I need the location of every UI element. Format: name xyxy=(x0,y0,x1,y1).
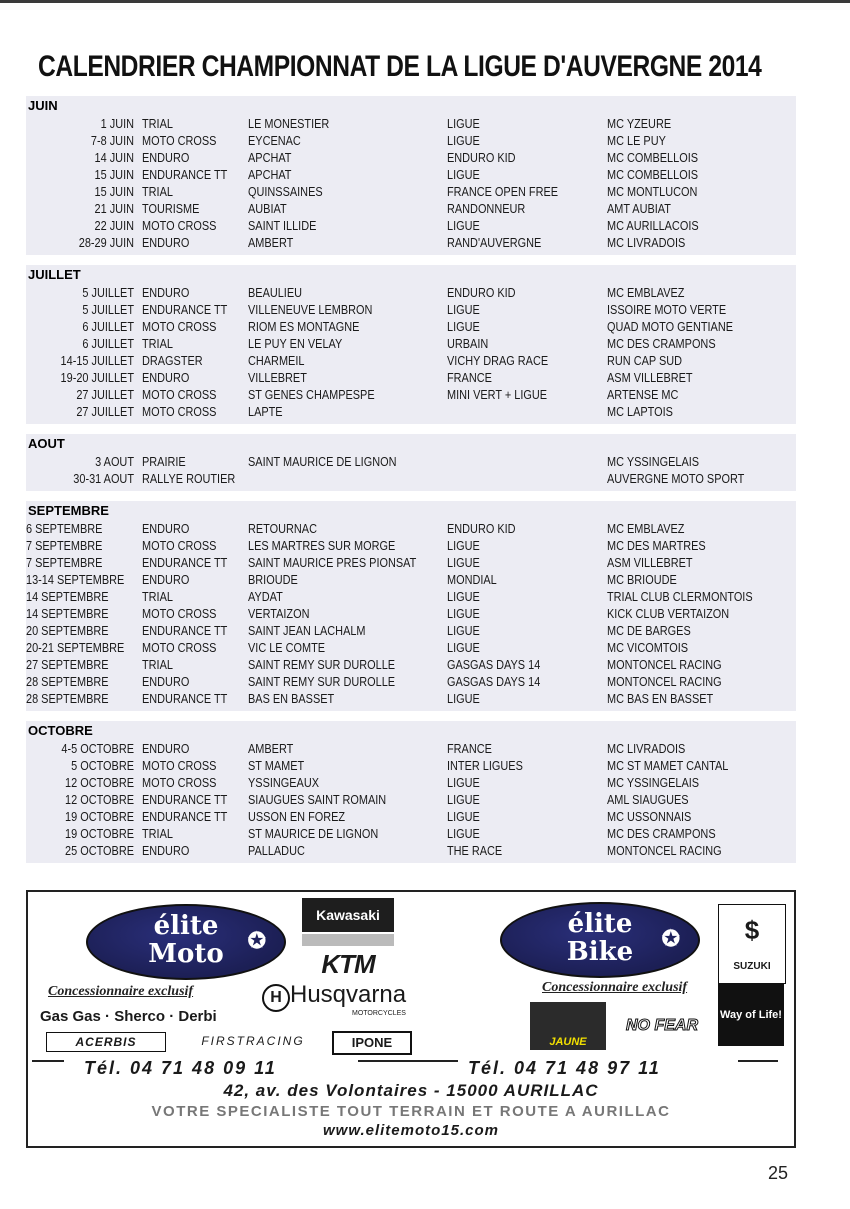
event-date: 14-15 JUILLET xyxy=(60,353,134,368)
event-club: AMT AUBIAT xyxy=(607,201,671,216)
event-location: SAINT REMY SUR DUROLLE xyxy=(248,674,396,689)
event-location: ST MAURICE DE LIGNON xyxy=(248,826,379,841)
event-location: SAINT MAURICE PRES PIONSAT xyxy=(248,555,417,570)
elite-bike-logo-line2: Bike xyxy=(566,937,634,967)
event-discipline: ENDURO xyxy=(142,150,190,165)
event-type: LIGUE xyxy=(447,691,480,706)
event-row xyxy=(26,605,796,622)
event-row xyxy=(26,808,796,825)
event-club: MONTONCEL RACING xyxy=(607,674,722,689)
month-heading: SEPTEMBRE xyxy=(28,503,109,518)
event-location: RETOURNAC xyxy=(248,521,317,536)
event-discipline: MOTO CROSS xyxy=(142,758,217,773)
month-section xyxy=(26,96,796,255)
event-club: ASM VILLEBRET xyxy=(607,370,693,385)
event-club: MC LIVRADOIS xyxy=(607,741,686,756)
event-row xyxy=(26,554,796,571)
phone-1: Tél. 04 71 48 09 11 xyxy=(84,1058,277,1078)
suzuki-text: SUZUKI xyxy=(733,961,771,972)
event-discipline: ENDURANCE TT xyxy=(142,302,228,317)
event-club: MC BRIOUDE xyxy=(607,572,677,587)
event-discipline: MOTO CROSS xyxy=(142,133,217,148)
event-type: FRANCE xyxy=(447,741,492,756)
event-club: MC COMBELLOIS xyxy=(607,150,699,165)
event-date: 15 JUIN xyxy=(94,184,134,199)
event-date: 21 JUIN xyxy=(94,201,134,216)
phone-rule-mid xyxy=(358,1060,458,1062)
phone-rule-left xyxy=(32,1060,64,1062)
event-date: 22 JUIN xyxy=(94,218,134,233)
event-club: MC LIVRADOIS xyxy=(607,235,686,250)
month-heading: JUIN xyxy=(28,98,58,113)
month-section xyxy=(26,434,796,491)
event-location: CHARMEIL xyxy=(248,353,305,368)
event-discipline: TRIAL xyxy=(142,657,173,672)
event-row xyxy=(26,520,796,537)
event-row xyxy=(26,740,796,757)
event-type: ENDURO KID xyxy=(447,285,516,300)
event-location: YSSINGEAUX xyxy=(248,775,320,790)
event-location: AMBERT xyxy=(248,235,294,250)
event-date: 28 SEPTEMBRE xyxy=(26,674,109,689)
event-location: APCHAT xyxy=(248,167,292,182)
suzuki-slogan: Way of Life! xyxy=(718,984,784,1046)
event-discipline: MOTO CROSS xyxy=(142,775,217,790)
event-row xyxy=(26,470,796,487)
event-row xyxy=(26,453,796,470)
event-type: FRANCE OPEN FREE xyxy=(447,184,559,199)
event-row xyxy=(26,774,796,791)
ktm-logo: KTM xyxy=(321,949,375,979)
event-location: EYCENAC xyxy=(248,133,301,148)
event-type: LIGUE xyxy=(447,826,480,841)
event-date: 3 AOUT xyxy=(95,454,134,469)
event-type: THE RACE xyxy=(447,843,503,858)
event-type: LIGUE xyxy=(447,302,480,317)
event-club: TRIAL CLUB CLERMONTOIS xyxy=(607,589,753,604)
event-club: MC YZEURE xyxy=(607,116,672,131)
event-club: MC EMBLAVEZ xyxy=(607,521,685,536)
event-row xyxy=(26,284,796,301)
page-title: CALENDRIER CHAMPIONNAT DE LA LIGUE D'AUVERGNE 2014 xyxy=(38,50,762,83)
month-heading: OCTOBRE xyxy=(28,723,93,738)
event-type: LIGUE xyxy=(447,775,480,790)
event-location: BEAULIEU xyxy=(248,285,303,300)
event-date: 5 JUILLET xyxy=(82,285,134,300)
event-club: KICK CLUB VERTAIZON xyxy=(607,606,730,621)
event-club: MONTONCEL RACING xyxy=(607,657,722,672)
kawasaki-stripe xyxy=(302,934,394,946)
event-discipline: ENDURO xyxy=(142,741,190,756)
event-type: INTER LIGUES xyxy=(447,758,523,773)
event-date: 13-14 SEPTEMBRE xyxy=(26,572,125,587)
event-location: VILLENEUVE LEMBRON xyxy=(248,302,373,317)
elite-bike-logo-line1: élite xyxy=(567,909,633,939)
event-date: 12 OCTOBRE xyxy=(65,792,134,807)
event-date: 7 SEPTEMBRE xyxy=(26,555,103,570)
event-date: 27 SEPTEMBRE xyxy=(26,657,109,672)
event-type: LIGUE xyxy=(447,555,480,570)
event-location: SAINT MAURICE DE LIGNON xyxy=(248,454,397,469)
event-club: MC USSONNAIS xyxy=(607,809,692,824)
event-location: LES MARTRES SUR MORGE xyxy=(248,538,396,553)
month-heading: JUILLET xyxy=(28,267,81,282)
event-row xyxy=(26,115,796,132)
address: 42, av. des Volontaires - 15000 AURILLAC xyxy=(223,1081,599,1100)
event-discipline: TRIAL xyxy=(142,336,173,351)
event-date: 6 SEPTEMBRE xyxy=(26,521,103,536)
event-row xyxy=(26,825,796,842)
event-row xyxy=(26,183,796,200)
event-date: 6 JUILLET xyxy=(82,336,134,351)
event-date: 1 JUIN xyxy=(100,116,134,131)
event-club: MC DES CRAMPONS xyxy=(607,336,716,351)
event-type: RAND'AUVERGNE xyxy=(447,235,542,250)
event-type: LIGUE xyxy=(447,623,480,638)
event-type: VICHY DRAG RACE xyxy=(447,353,549,368)
event-location: SAINT ILLIDE xyxy=(248,218,317,233)
event-club: MC EMBLAVEZ xyxy=(607,285,685,300)
event-location: VERTAIZON xyxy=(248,606,310,621)
event-discipline: RALLYE ROUTIER xyxy=(142,471,236,486)
no-fear-logo: NO FEAR xyxy=(626,1017,698,1034)
event-row xyxy=(26,132,796,149)
elite-moto-logo-line1: élite xyxy=(153,911,219,941)
suzuki-logo xyxy=(718,904,786,984)
top-rule xyxy=(0,0,850,3)
event-row xyxy=(26,571,796,588)
event-discipline: MOTO CROSS xyxy=(142,538,217,553)
event-discipline: ENDURO xyxy=(142,572,190,587)
event-discipline: DRAGSTER xyxy=(142,353,203,368)
event-date: 27 JUILLET xyxy=(76,404,134,419)
event-club: MC BAS EN BASSET xyxy=(607,691,714,706)
event-type: LIGUE xyxy=(447,319,480,334)
event-discipline: MOTO CROSS xyxy=(142,218,217,233)
event-discipline: TRIAL xyxy=(142,184,173,199)
event-club: MC DE BARGES xyxy=(607,623,691,638)
event-type: LIGUE xyxy=(447,167,480,182)
event-discipline: MOTO CROSS xyxy=(142,319,217,334)
event-date: 28-29 JUIN xyxy=(78,235,134,250)
event-row xyxy=(26,301,796,318)
event-club: MC YSSINGELAIS xyxy=(607,775,700,790)
event-row xyxy=(26,335,796,352)
event-row xyxy=(26,166,796,183)
event-location: BAS EN BASSET xyxy=(248,691,335,706)
event-location: BRIOUDE xyxy=(248,572,298,587)
event-date: 28 SEPTEMBRE xyxy=(26,691,109,706)
exclusive-dealer-right: Concessionnaire exclusif xyxy=(542,980,688,995)
event-location: QUINSSAINES xyxy=(248,184,323,199)
event-location: LE PUY EN VELAY xyxy=(248,336,343,351)
calendar xyxy=(26,96,796,873)
event-row xyxy=(26,656,796,673)
kawasaki-logo: Kawasaki xyxy=(302,898,394,932)
event-discipline: TRIAL xyxy=(142,116,173,131)
event-type: ENDURO KID xyxy=(447,150,516,165)
event-club: RUN CAP SUD xyxy=(607,353,683,368)
advertisement xyxy=(26,890,796,1148)
event-type: LIGUE xyxy=(447,640,480,655)
event-date: 14 SEPTEMBRE xyxy=(26,606,109,621)
event-row xyxy=(26,791,796,808)
event-row xyxy=(26,537,796,554)
month-section xyxy=(26,721,796,863)
acerbis-logo: ACERBIS xyxy=(46,1032,166,1052)
suzuki-s-icon: $ xyxy=(744,915,760,945)
month-section xyxy=(26,501,796,711)
event-row xyxy=(26,386,796,403)
event-row xyxy=(26,149,796,166)
event-row xyxy=(26,673,796,690)
event-location: LE MONESTIER xyxy=(248,116,330,131)
event-type: LIGUE xyxy=(447,133,480,148)
event-discipline: ENDURANCE TT xyxy=(142,792,228,807)
event-date: 20-21 SEPTEMBRE xyxy=(26,640,125,655)
event-row xyxy=(26,690,796,707)
event-club: ASM VILLEBRET xyxy=(607,555,693,570)
event-type: LIGUE xyxy=(447,116,480,131)
event-date: 15 JUIN xyxy=(94,167,134,182)
event-discipline: ENDURO xyxy=(142,370,190,385)
event-date: 12 OCTOBRE xyxy=(65,775,134,790)
event-location: SAINT REMY SUR DUROLLE xyxy=(248,657,396,672)
event-type: URBAIN xyxy=(447,336,489,351)
event-club: MC ST MAMET CANTAL xyxy=(607,758,729,773)
event-discipline: MOTO CROSS xyxy=(142,640,217,655)
event-date: 7 SEPTEMBRE xyxy=(26,538,103,553)
event-discipline: TOURISME xyxy=(142,201,200,216)
event-club: MC DES CRAMPONS xyxy=(607,826,716,841)
exclusive-dealer-left: Concessionnaire exclusif xyxy=(48,984,194,999)
event-location: AMBERT xyxy=(248,741,294,756)
event-club: MC DES MARTRES xyxy=(607,538,706,553)
event-type: LIGUE xyxy=(447,589,480,604)
event-club: AML SIAUGUES xyxy=(607,792,689,807)
event-club: MC VICOMTOIS xyxy=(607,640,689,655)
event-row xyxy=(26,842,796,859)
event-type: LIGUE xyxy=(447,792,480,807)
event-row xyxy=(26,403,796,420)
event-location: ST MAMET xyxy=(248,758,305,773)
event-location: USSON EN FOREZ xyxy=(248,809,346,824)
elite-moto-logo xyxy=(86,904,286,980)
event-date: 14 SEPTEMBRE xyxy=(26,589,109,604)
event-discipline: ENDURO xyxy=(142,235,190,250)
event-date: 6 JUILLET xyxy=(82,319,134,334)
event-discipline: PRAIRIE xyxy=(142,454,186,469)
event-type: FRANCE xyxy=(447,370,492,385)
event-type: GASGAS DAYS 14 xyxy=(447,657,541,672)
event-date: 19 OCTOBRE xyxy=(65,826,134,841)
event-type: GASGAS DAYS 14 xyxy=(447,674,541,689)
firstracing-logo: FIRSTRACING xyxy=(201,1034,305,1048)
event-discipline: MOTO CROSS xyxy=(142,387,217,402)
event-row xyxy=(26,234,796,251)
event-club: AUVERGNE MOTO SPORT xyxy=(607,471,745,486)
event-club: MC LAPTOIS xyxy=(607,404,673,419)
event-discipline: ENDURO xyxy=(142,843,190,858)
event-date: 7-8 JUIN xyxy=(90,133,134,148)
event-location: AYDAT xyxy=(248,589,283,604)
event-type: LIGUE xyxy=(447,218,480,233)
event-row xyxy=(26,200,796,217)
event-date: 5 OCTOBRE xyxy=(71,758,134,773)
page-number: 25 xyxy=(768,1163,789,1183)
event-date: 27 JUILLET xyxy=(76,387,134,402)
event-location: VIC LE COMTE xyxy=(248,640,326,655)
event-discipline: ENDURANCE TT xyxy=(142,809,228,824)
event-row xyxy=(26,318,796,335)
event-row xyxy=(26,352,796,369)
event-location: SAINT JEAN LACHALM xyxy=(248,623,366,638)
event-row xyxy=(26,622,796,639)
event-type: ENDURO KID xyxy=(447,521,516,536)
event-date: 30-31 AOUT xyxy=(73,471,134,486)
event-date: 25 OCTOBRE xyxy=(65,843,134,858)
event-club: MC YSSINGELAIS xyxy=(607,454,700,469)
event-club: ISSOIRE MOTO VERTE xyxy=(607,302,727,317)
event-discipline: ENDURO xyxy=(142,674,190,689)
event-club: MC LE PUY xyxy=(607,133,666,148)
event-type: RANDONNEUR xyxy=(447,201,526,216)
event-date: 19 OCTOBRE xyxy=(65,809,134,824)
event-type: LIGUE xyxy=(447,606,480,621)
event-club: MC AURILLACOIS xyxy=(607,218,699,233)
event-type: LIGUE xyxy=(447,538,480,553)
event-location: RIOM ES MONTAGNE xyxy=(248,319,360,334)
event-row xyxy=(26,757,796,774)
month-section xyxy=(26,265,796,424)
event-row xyxy=(26,588,796,605)
event-discipline: MOTO CROSS xyxy=(142,404,217,419)
event-discipline: MOTO CROSS xyxy=(142,606,217,621)
event-date: 19-20 JUILLET xyxy=(60,370,134,385)
event-club: MC MONTLUCON xyxy=(607,184,698,199)
husqvarna-sub: MOTORCYCLES xyxy=(352,1010,406,1017)
elite-moto-logo-line2: Moto xyxy=(148,939,224,969)
event-location: AUBIAT xyxy=(248,201,287,216)
event-club: ARTENSE MC xyxy=(607,387,679,402)
event-location: LAPTE xyxy=(248,404,283,419)
star-icon: ✪ xyxy=(247,928,266,954)
event-row xyxy=(26,217,796,234)
event-row xyxy=(26,639,796,656)
event-discipline: ENDURANCE TT xyxy=(142,623,228,638)
event-discipline: ENDURO xyxy=(142,285,190,300)
jaune-logo: JAUNE xyxy=(530,1002,606,1050)
event-date: 5 JUILLET xyxy=(82,302,134,317)
event-location: APCHAT xyxy=(248,150,292,165)
husqvarna-logo: Husqvarna xyxy=(290,981,407,1008)
event-type: LIGUE xyxy=(447,809,480,824)
event-row xyxy=(26,369,796,386)
event-date: 4-5 OCTOBRE xyxy=(61,741,134,756)
event-discipline: TRIAL xyxy=(142,589,173,604)
event-location: PALLADUC xyxy=(248,843,305,858)
event-type: MINI VERT + LIGUE xyxy=(447,387,548,402)
website-link[interactable]: www.elitemoto15.com xyxy=(323,1122,499,1139)
event-club: MC COMBELLOIS xyxy=(607,167,699,182)
ipone-logo: IPONE xyxy=(332,1031,412,1055)
slogan: VOTRE SPECIALISTE TOUT TERRAIN ET ROUTE A AURILLAC xyxy=(151,1103,671,1120)
event-location: ST GENES CHAMPESPE xyxy=(248,387,375,402)
event-club: QUAD MOTO GENTIANE xyxy=(607,319,733,334)
event-discipline: TRIAL xyxy=(142,826,173,841)
event-discipline: ENDURANCE TT xyxy=(142,691,228,706)
event-location: SIAUGUES SAINT ROMAIN xyxy=(248,792,387,807)
event-type: MONDIAL xyxy=(447,572,497,587)
event-club: MONTONCEL RACING xyxy=(607,843,722,858)
elite-bike-logo xyxy=(500,902,700,978)
phone-rule-right xyxy=(738,1060,778,1062)
event-date: 20 SEPTEMBRE xyxy=(26,623,109,638)
star-icon: ✪ xyxy=(661,926,680,952)
event-discipline: ENDURO xyxy=(142,521,190,536)
brands-line: Gas Gas · Sherco · Derbi xyxy=(40,1008,217,1025)
event-discipline: ENDURANCE TT xyxy=(142,167,228,182)
event-discipline: ENDURANCE TT xyxy=(142,555,228,570)
event-date: 14 JUIN xyxy=(94,150,134,165)
event-location: VILLEBRET xyxy=(248,370,307,385)
husqvarna-emblem-icon: H xyxy=(262,984,290,1012)
phone-2: Tél. 04 71 48 97 11 xyxy=(468,1058,661,1078)
month-heading: AOUT xyxy=(28,436,65,451)
